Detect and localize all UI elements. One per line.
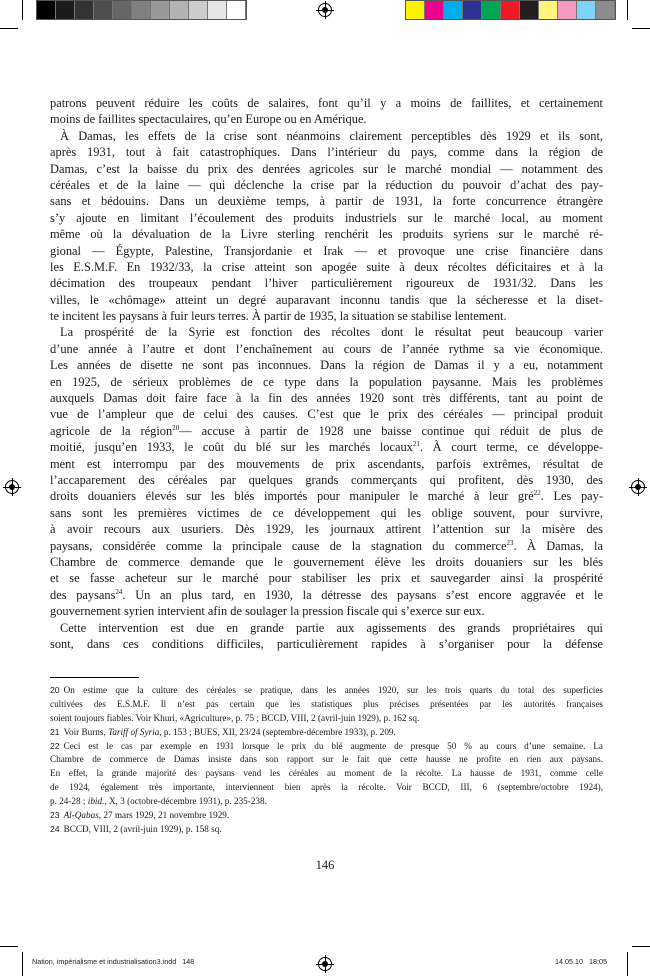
text-line [50, 505, 603, 521]
paragraph [50, 128, 603, 325]
text-run: Chambre de commerce demande que le gouvernement élève les droits douaniers sur les blés [50, 554, 603, 569]
footnote-reference: 23 [506, 538, 514, 547]
color-swatch [463, 1, 482, 19]
text-line [50, 275, 603, 291]
text-line [50, 341, 603, 357]
italic-text: Al-Qabas [63, 810, 99, 821]
text-run: les E.S.M.F. En 1932/33, la crise atteint son apogée suite à deux récoltes déficitaires et à la [50, 259, 603, 274]
footnote-number: 21 [50, 726, 60, 737]
text-line [50, 144, 603, 160]
text-run: te incitent les paysans à fuir leurs terres. À partir de 1935, la situation se stabilise lentement. [50, 309, 507, 324]
text-run: sans sont les premières victimes de ce développement qui les oblige souvent, pour survivre, [50, 505, 603, 520]
footnote-number: 23 [50, 810, 60, 821]
text-line [50, 620, 603, 636]
crop-mark [22, 952, 23, 976]
footnote-number: 22 [50, 740, 60, 751]
text-line [50, 308, 603, 324]
text-run: céréales et de la laine — qui déclenche la crise par la réduction du pouvoir d’achat des pay- [50, 177, 603, 192]
italic-text: Tariff of Syria [108, 726, 160, 737]
color-swatch [132, 1, 151, 19]
footnote-reference: 24 [115, 587, 123, 596]
color-swatch [520, 1, 539, 19]
text-line [50, 823, 603, 837]
registration-mark-icon [318, 957, 332, 971]
color-swatch [227, 1, 246, 19]
text-line [50, 111, 603, 127]
crop-mark [22, 0, 23, 20]
text-run: paysans, considérée comme la principale cause de la stagnation du commerce [50, 538, 507, 553]
registration-mark-icon [5, 480, 19, 494]
color-swatch [208, 1, 227, 19]
text-run: Ceci est le cas par exemple en 1931 lorsque le prix du blé augmente de presque 50 % au cours d’une semaine. La [63, 740, 603, 751]
crop-mark [627, 0, 628, 20]
text-line [50, 570, 603, 586]
text-run: des paysans [50, 587, 116, 602]
text-run: vue de l’ampleur que de celui des causes. C’est que le prix des céréales — principal produit [50, 407, 603, 422]
text-line [50, 292, 603, 308]
color-swatch [406, 1, 425, 19]
crop-mark [0, 946, 18, 947]
footnote-number: 20 [50, 685, 60, 695]
text-line [50, 177, 603, 193]
text-line [50, 538, 603, 554]
registration-mark-icon [631, 480, 645, 494]
slug-datetime: 14.05.10 18:05 [555, 957, 607, 966]
text-line [50, 554, 603, 570]
crop-mark [632, 946, 650, 947]
text-line [50, 488, 603, 504]
footnote [50, 726, 603, 740]
text-run: . Un an plus tard, en 1930, la détresse des paysans s’est encore aggravée et le [122, 587, 603, 602]
paragraph [50, 620, 603, 653]
text-line [50, 324, 603, 340]
text-line [50, 521, 603, 537]
text-run: l’accaparement des céréales par quelques grands commerçants qui profitent, dès 1930, des [50, 472, 603, 487]
paragraph [50, 95, 603, 128]
text-run: villes, le «chômage» atteint un degré auparavant inconnu tandis que la sécheresse et la diset- [50, 292, 603, 307]
slug-filename: Nation, impérialisme et industrialisation3.indd 148 [32, 957, 195, 966]
text-line [50, 795, 603, 809]
text-line [50, 357, 603, 373]
text-run: Cette intervention est due en grande partie aux agissements des grands propriétaires qui [60, 620, 603, 635]
text-run: En effet, la grande majorité des paysans vend les céréales au moment de la récolte. La hausse de 1931, comme celle [50, 768, 603, 779]
text-run: Chambre de commerce de Damas insiste dans son rapport sur le fait que cette hausse ne profite en rien aux paysans. [50, 754, 603, 765]
text-line [50, 243, 603, 259]
text-line [50, 226, 603, 242]
text-run: à avoir recours aux usuriers. Dès 1929, les journaux attirent l’attention sur la misère des [50, 522, 603, 537]
text-line [50, 406, 603, 422]
color-swatch [539, 1, 558, 19]
footnote-rule [50, 677, 139, 678]
footnote-reference: 21 [412, 440, 420, 449]
text-run: décimation des troupeaux pendant l’hiver particulièrement rigoureux de 1931/32. Dans les [50, 276, 603, 291]
text-line [50, 456, 603, 472]
paragraph [50, 324, 603, 619]
color-swatch [482, 1, 501, 19]
text-run: La prospérité de la Syrie est fonction des récoltes dont le résultat peut beaucoup varier [60, 325, 603, 340]
grayscale-color-bar [36, 0, 247, 20]
footnote [50, 809, 603, 823]
text-run: moins de faillites spectaculaires, qu’en Europe ou en Amérique. [50, 112, 367, 127]
color-swatch [56, 1, 75, 19]
text-run: sont, dans ces conditions difficiles, particulièrement rapides à s’organiser pour la défense [50, 636, 603, 651]
text-run: même où la dévaluation de la Livre sterling renchérit les produits syriens sur le marché ré- [50, 227, 603, 242]
text-run: À Damas, les effets de la crise sont néanmoins clairement perceptibles dès 1929 et ils sont, [60, 128, 603, 143]
text-line [50, 767, 603, 781]
text-run: patrons peuvent réduire les coûts de salaires, font qu’il y a moins de faillites, et certainement [50, 96, 603, 110]
text-run: Damas, c’est la baisse du prix des denrées agricoles sur le marché mondial — notamment des [50, 161, 603, 176]
text-line [50, 587, 603, 603]
color-swatch [113, 1, 132, 19]
text-line [50, 128, 603, 144]
text-run: p. 24-28 ; [50, 796, 88, 807]
text-line [50, 210, 603, 226]
text-run: et se fasse acheteur sur le marché pour stabiliser les prix et sauvegarder ainsi la prospérité [50, 571, 603, 586]
color-swatch [151, 1, 170, 19]
color-swatch [94, 1, 113, 19]
text-line [50, 753, 603, 767]
color-swatch [501, 1, 520, 19]
text-line [50, 636, 603, 652]
text-run: — accuse à partir de 1928 une baisse continue qui réduit de plus de [179, 423, 603, 438]
text-run: gouvernement syrien intervient afin de soulager la pression fiscale qui s’exerce sur eux. [50, 604, 485, 619]
text-line [50, 390, 603, 406]
text-run: en 1925, de sérieux problèmes de ce type dans la population paysanne. Mais les problèmes [50, 374, 603, 389]
text-line [50, 193, 603, 209]
color-swatch [558, 1, 577, 19]
body-text [50, 95, 603, 652]
color-swatch [170, 1, 189, 19]
text-run: sans et bédouins. Dans un deuxième temps, à partir de 1931, la forte concurrence étrangère [50, 194, 603, 209]
text-run: droits douaniers élevés sur les blés importés pour manipuler le marché à leur gré [50, 489, 534, 504]
italic-text: ibid. [87, 796, 105, 807]
text-line [50, 781, 603, 795]
text-line [50, 726, 603, 740]
text-run: . À court terme, ce développe- [419, 440, 603, 455]
text-line [50, 95, 603, 111]
text-line [50, 712, 603, 726]
color-swatch [577, 1, 596, 19]
text-run: , p. 153 ; BUES, XII, 23/24 (septembre-décembre 1933), p. 209. [159, 726, 396, 737]
process-color-bar [405, 0, 616, 20]
text-run: après 1931, tout à fait catastrophiques. Dans l’intérieur du pays, comme dans la région de [50, 145, 603, 160]
text-run: agricole de la région [50, 423, 173, 438]
text-line [50, 684, 603, 698]
footnote [50, 823, 603, 837]
page-number: 146 [315, 858, 335, 872]
text-line [50, 439, 603, 455]
footnote-number: 24 [50, 823, 60, 834]
footnote [50, 684, 603, 726]
crop-mark [0, 28, 18, 29]
crop-mark [632, 28, 650, 29]
footnotes [50, 684, 603, 837]
registration-mark-icon [318, 3, 332, 17]
text-run: On estime que la culture des céréales se pratique, dans les années 1920, sur les trois quarts du total des superficies [63, 685, 603, 695]
text-run: gional — Égypte, Palestine, Transjordanie et Irak — et provoque une crise financière dans [50, 243, 603, 258]
text-line [50, 698, 603, 712]
text-line [50, 603, 603, 619]
color-swatch [37, 1, 56, 19]
text-run: BCCD, VIII, 2 (avril-juin 1929), p. 158 sq. [63, 823, 222, 834]
crop-mark [627, 952, 628, 976]
text-run: cultivées des E.S.M.F. Il n’est pas certain que les statistiques plus précises présentées par les autorités françaises [50, 698, 603, 709]
color-swatch [189, 1, 208, 19]
text-line [50, 259, 603, 275]
text-run: ment est interrompu par des mouvements de prix ascendants, parfois extrêmes, résultat de [50, 456, 603, 471]
text-run: s’y ajoute en limitant l’écoulement des produits industriels sur le marché local, au moment [50, 210, 603, 225]
text-line [50, 472, 603, 488]
text-line [50, 374, 603, 390]
footnote-reference: 22 [533, 489, 541, 498]
footnote-reference: 20 [172, 423, 180, 432]
color-swatch [425, 1, 444, 19]
text-line [50, 809, 603, 823]
text-line [50, 161, 603, 177]
color-swatch [444, 1, 463, 19]
text-run: . À Damas, la [513, 538, 603, 553]
text-run: Voir Burns, [63, 726, 109, 737]
text-run: , 27 mars 1929, 21 novembre 1929. [98, 810, 230, 821]
text-run: Les années de disette ne sont pas inconnues. Dans la région de Damas il y a eu, notamment [50, 358, 603, 373]
text-run: , X, 3 (octobre-décembre 1931), p. 235-238. [104, 796, 267, 807]
text-line [50, 423, 603, 439]
text-run: d’une année à l’autre et dont l’enchaînement au cours de l’année rythme sa vie économique. [50, 341, 603, 356]
text-run: moitié, jusqu’en 1933, le coût du blé sur les marchés locaux [50, 440, 413, 455]
color-swatch [596, 1, 615, 19]
color-swatch [75, 1, 94, 19]
text-line [50, 740, 603, 754]
text-run: soient toujours fiables. Voir Khuri, «Agriculture», p. 75 ; BCCD, VIII, 2 (avril-juin 1929), p. 162 sq. [50, 712, 420, 723]
text-run: de 1924, également très importante, interviennent bien après la récolte. Voir BCCD, III, 6 (septembre/octobre 1924), [50, 782, 603, 793]
text-run: auxquels Damas doit faire face à la fin des années 1920 sont très différents, tant au point de [50, 391, 603, 406]
footnote [50, 740, 603, 809]
text-run: . Les pay- [540, 489, 604, 504]
